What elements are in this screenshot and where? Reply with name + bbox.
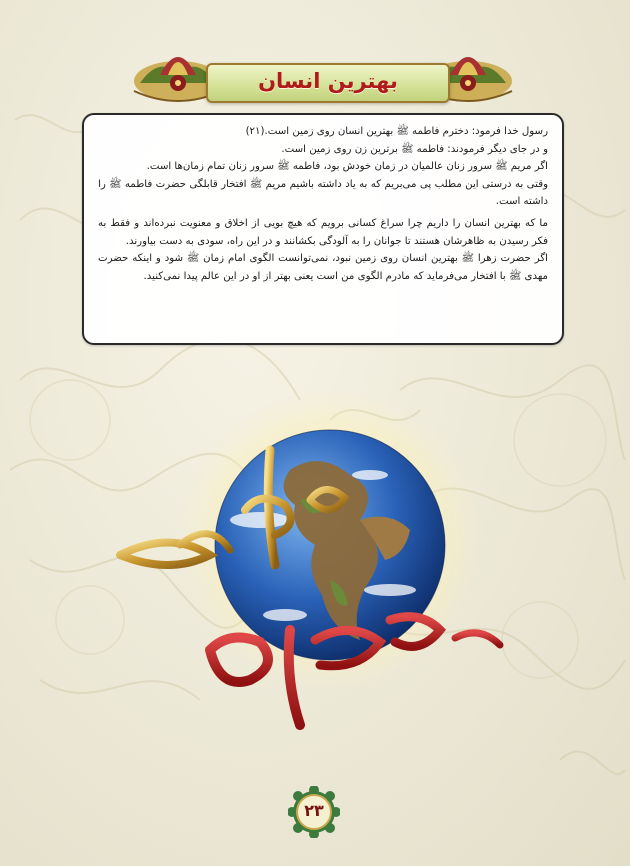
paragraph: وقتی به درستی این مطلب پی می‌بریم که به یاد داشته باشیم مریم ﷺ افتخار قابلگی حضرت فاطمه ﷺ را داشته است. <box>98 178 548 208</box>
paragraph: اگر مریم ﷺ سرور زنان عالمیان در زمان خودش بود، فاطمه ﷺ سرور زنان تمام زمان‌ها است. <box>146 161 548 173</box>
paragraph: اگر حضرت زهرا ﷺ بهترین انسان روی زمین نبود، نمی‌توانست الگوی امام زمان ﷺ شود و اینکه حضرت مهدی ﷺ با افتخار می‌فرماید که مادرم الگوی من است یعنی بهتر از او در این عالم پیدا نمی‌کنید. <box>98 253 548 282</box>
page-number-badge <box>288 786 340 838</box>
paragraph: و در جای دیگر فرمودند: فاطمه ﷺ برترین زن روی زمین است. <box>281 143 548 155</box>
page-number: ۲۳ <box>304 801 324 820</box>
paragraph: ما که بهترین انسان را داریم چرا سراغ کسانی برویم که هیچ بویی از اخلاق و معنویت نبرده‌اند و فقط به فکر رسیدن به ظاهرشان هستند تا جوانان را به آلودگی بکشانند و در این راه، سودی به دست بیاورند. <box>98 217 548 247</box>
paragraph: رسول خدا فرمود: دخترم فاطمه ﷺ بهترین انسان روی زمین است.(۲۱) <box>245 126 548 137</box>
text-body <box>98 123 548 285</box>
title-banner <box>206 63 450 103</box>
text-box <box>82 113 564 345</box>
globe-calligraphy-illustration <box>60 380 580 780</box>
page-title: بهترین انسان <box>258 69 398 93</box>
